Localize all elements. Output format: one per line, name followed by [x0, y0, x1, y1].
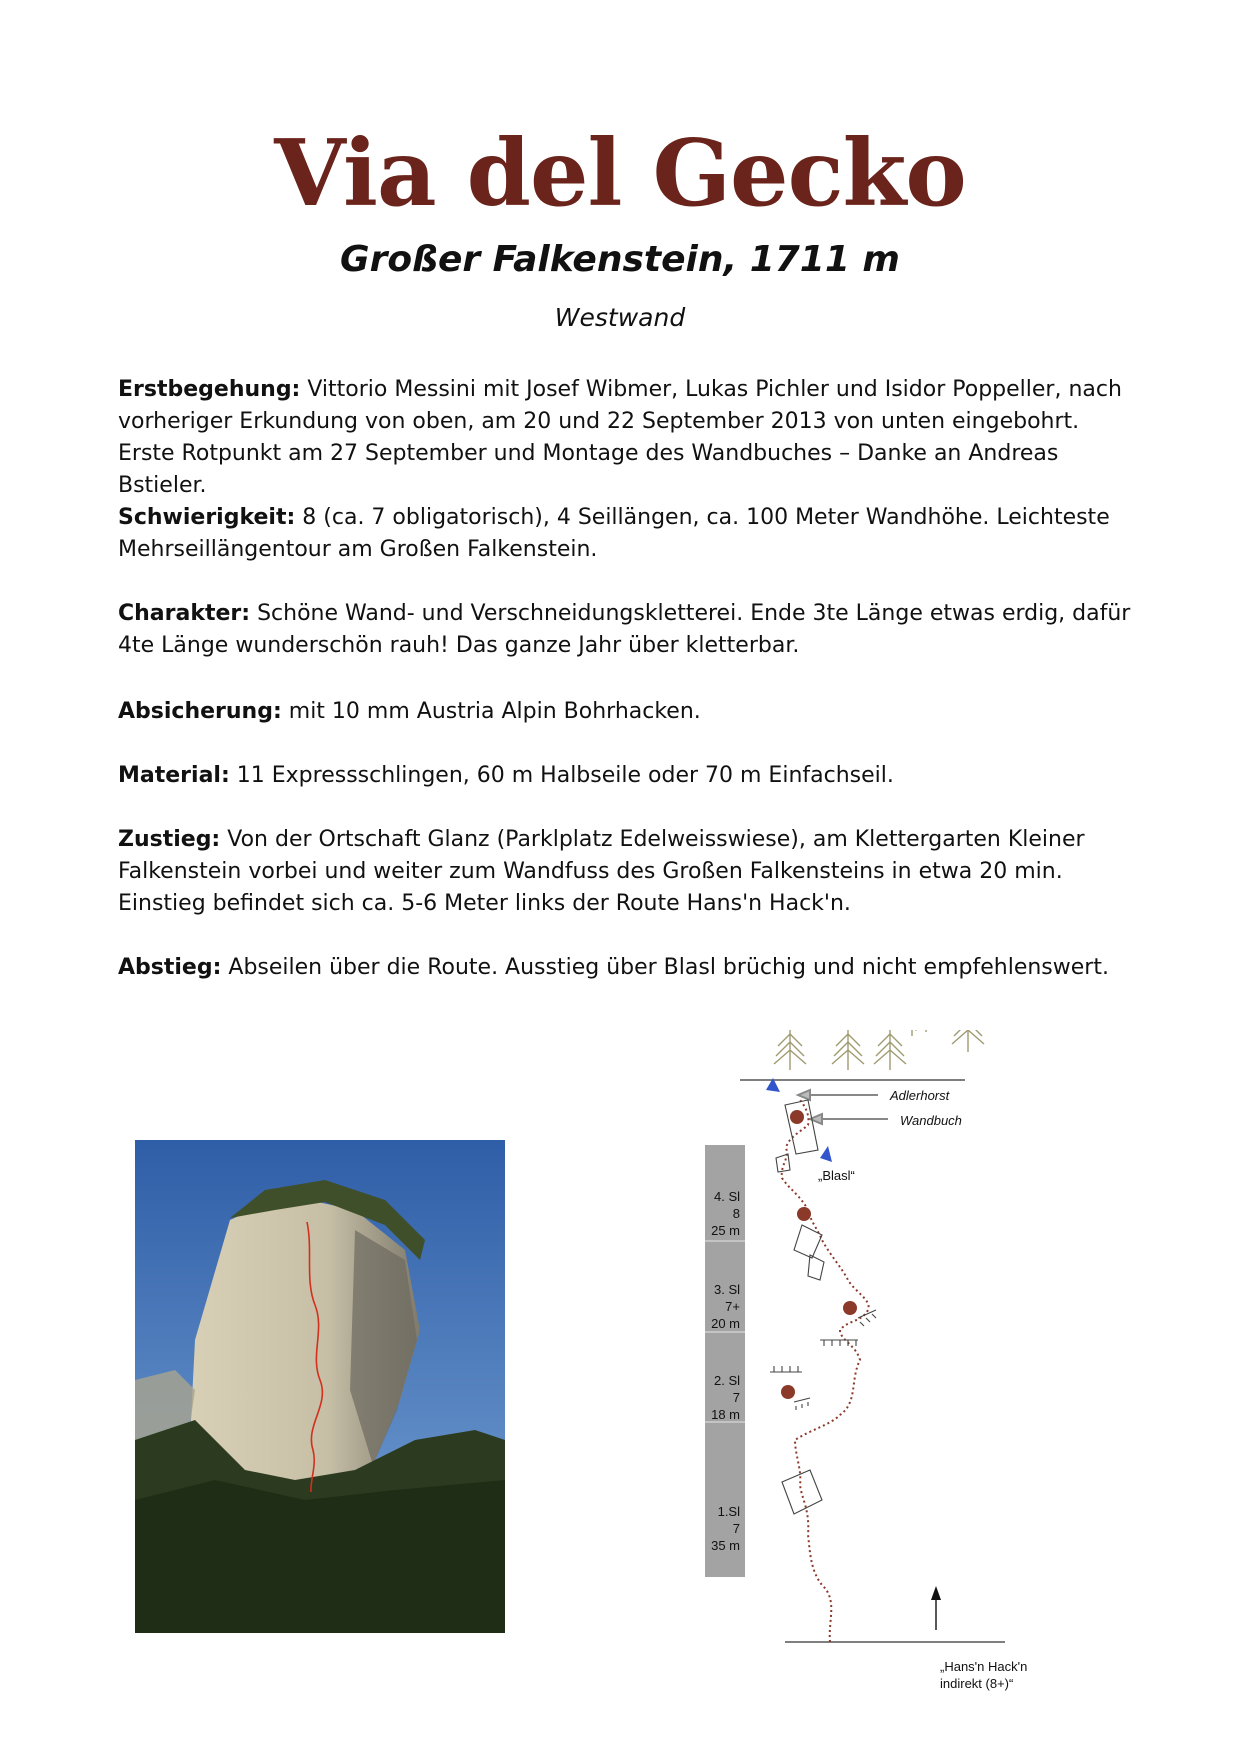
belay-station: [797, 1207, 811, 1221]
belay-station: [790, 1110, 804, 1124]
section-material: [118, 760, 1138, 792]
wall-name: Westwand: [554, 303, 686, 332]
pitch-length: 25 m: [711, 1223, 740, 1238]
pitch-name: 3. Sl: [713, 1282, 740, 1297]
pitch-grade: 7: [732, 1521, 740, 1536]
label-hans-n-hack-n: [940, 1658, 1027, 1692]
section-label: Material:: [118, 763, 230, 788]
section-text: Abseilen über die Route. Ausstieg über Blasl brüchig und nicht empfehlenswert.: [228, 955, 1109, 980]
rock-face-illustration: [135, 1140, 505, 1633]
section-text: mit 10 mm Austria Alpin Bohrhacken.: [288, 699, 701, 724]
mountain-subtitle: Großer Falkenstein, 1711 m: [340, 239, 900, 280]
section-label: Zustieg:: [118, 827, 221, 852]
section-text: Vittorio Messini mit Josef Wibmer, Lukas Pichler und Isidor Poppeller, nach vorheriger Erkundung von oben, am 20 und 22 September 2013 von unten eingebohrt. Erste Rotpunkt am 27 September und Montage des Wandbuches – Danke an Andreas Bstieler.: [118, 377, 1122, 498]
rock-face-photo: [135, 1140, 505, 1633]
section-text: Schöne Wand- und Verschneidungskletterei. Ende 3te Länge etwas erdig, dafür 4te Länge wunderschön rauh! Das ganze Jahr über kletterbar.: [118, 601, 1131, 658]
blue-marker-icon: [820, 1146, 832, 1162]
section-label: Erstbegehung:: [118, 377, 301, 402]
pitch-length: 18 m: [711, 1407, 740, 1422]
tree-icons: [774, 1030, 984, 1070]
section-label: Absicherung:: [118, 699, 282, 724]
topo-drawing: [690, 1030, 1050, 1670]
label-hans-line2: indirekt (8+)“: [940, 1676, 1014, 1691]
section-schwierigkeit: [118, 502, 1138, 566]
section-text: 11 Expressschlingen, 60 m Halbseile oder 70 m Einfachseil.: [236, 763, 894, 788]
up-arrow-icon: [931, 1586, 941, 1600]
pitch-grade: 7: [732, 1390, 740, 1405]
label-hans-line1: „Hans'n Hack'n: [940, 1659, 1028, 1674]
section-charakter: [118, 598, 1138, 662]
section-label: Charakter:: [118, 601, 251, 626]
pitch-3: [690, 1281, 740, 1332]
section-zustieg: [118, 824, 1138, 920]
section-absicherung: [118, 696, 1138, 728]
section-erstbegehung: [118, 374, 1138, 502]
label-adlerhorst: Adlerhorst: [890, 1088, 950, 1103]
section-abstieg: [118, 952, 1138, 984]
section-text: 8 (ca. 7 obligatorisch), 4 Seillängen, ca. 100 Meter Wandhöhe. Leichteste Mehrseillängentour am Großen Falkenstein.: [118, 505, 1110, 562]
pitch-2: [690, 1372, 740, 1423]
pitch-name: 2. Sl: [713, 1373, 740, 1388]
route-topo: [690, 1030, 1050, 1691]
pitch-1: [690, 1503, 740, 1554]
pitch-name: 1.Sl: [717, 1504, 740, 1519]
section-text: Von der Ortschaft Glanz (Parklplatz Edelweisswiese), am Klettergarten Kleiner Falkenstein vorbei und weiter zum Wandfuss des Großen Falkensteins in etwa 20 min. Einstieg befindet sich ca. 5-6 Meter links der Route Hans'n Hack'n.: [118, 827, 1085, 916]
label-blasl: „Blasl“: [818, 1168, 855, 1183]
pitch-name: 4. Sl: [713, 1189, 740, 1204]
belay-station: [843, 1301, 857, 1315]
label-wandbuch: Wandbuch: [900, 1113, 962, 1128]
route-title: Via del Gecko: [274, 119, 966, 227]
section-label: Abstieg:: [118, 955, 222, 980]
pitch-grade: 7+: [725, 1299, 740, 1314]
pitch-4: [690, 1188, 740, 1239]
pitch-grade: 8: [732, 1206, 740, 1221]
section-label: Schwierigkeit:: [118, 505, 296, 530]
belay-station: [781, 1385, 795, 1399]
pitch-length: 35 m: [711, 1538, 740, 1553]
pitch-length: 20 m: [711, 1316, 740, 1331]
